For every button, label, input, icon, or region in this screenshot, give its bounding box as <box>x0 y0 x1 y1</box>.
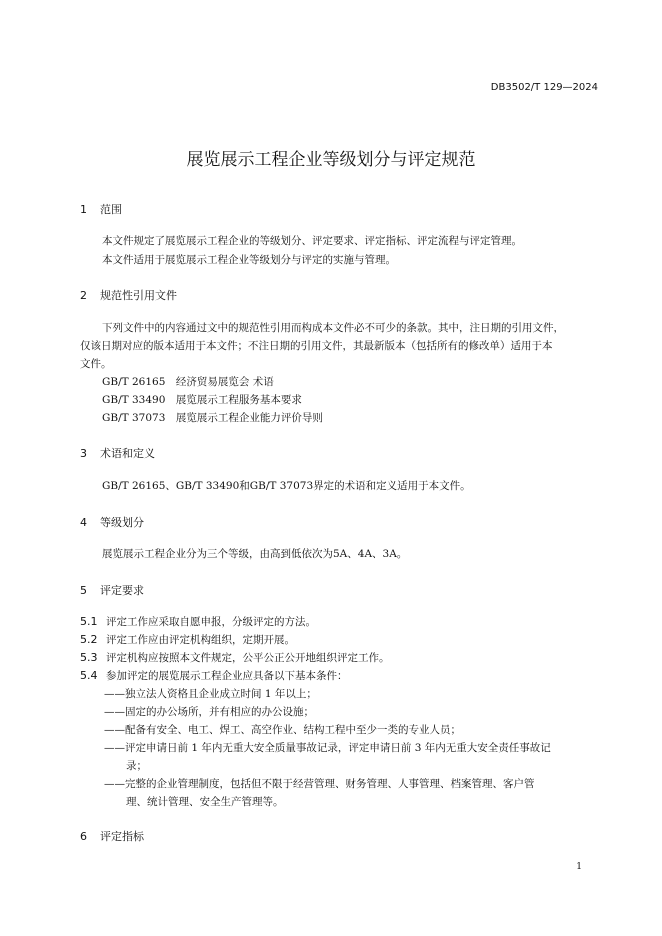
clause-5-1: 5.1 评定工作应采取自愿申报，分级评定的方法。 <box>80 615 316 628</box>
section-heading-grading: 4 等级划分 <box>80 516 144 529</box>
condition-item-continuation: 录； <box>126 760 147 772</box>
section-heading-requirements: 5 评定要求 <box>80 584 144 597</box>
clause-5-4: 5.4 参加评定的展览展示工程企业应具备以下基本条件： <box>80 669 348 682</box>
clause-5-3: 5.3 评定机构应按照本文件规定，公平公正公开地组织评定工作。 <box>80 651 390 664</box>
condition-item: ——完整的企业管理制度，包括但不限于经营管理、财务管理、人事管理、档案管理、客户管 <box>104 778 535 790</box>
condition-item: ——评定申请日前 1 年内无重大安全质量事故记录，评定申请日前 3 年内无重大安全责任事故记 <box>104 742 551 754</box>
section-heading-indicators: 6 评定指标 <box>80 830 144 843</box>
page-number: 1 <box>576 862 582 872</box>
paragraph: 展览展示工程企业分为三个等级，由高到低依次为5A、4A、3A。 <box>102 548 408 560</box>
reference-item: GB/T 37073 展览展示工程企业能力评价导则 <box>102 412 323 424</box>
paragraph: 下列文件中的内容通过文中的规范性引用而构成本文件必不可少的条款。其中，注日期的引用文件， <box>102 322 564 334</box>
document-number: DB3502/T 129—2024 <box>490 82 598 93</box>
section-heading-scope: 1 范围 <box>80 203 122 216</box>
condition-item: ——独立法人资格且企业成立时间 1 年以上； <box>104 688 317 700</box>
paragraph: 文件。 <box>80 358 112 370</box>
reference-item: GB/T 26165 经济贸易展览会 术语 <box>102 376 274 388</box>
condition-item: ——固定的办公场所，并有相应的办公设施； <box>104 706 314 718</box>
clause-5-2: 5.2 评定工作应由评定机构组织，定期开展。 <box>80 633 295 646</box>
paragraph: 仅该日期对应的版本适用于本文件；不注日期的引用文件，其最新版本（包括所有的修改单）适用于本 <box>80 340 553 352</box>
paragraph: 本文件规定了展览展示工程企业的等级划分、评定要求、评定指标、评定流程与评定管理。 <box>102 235 522 247</box>
paragraph: 本文件适用于展览展示工程企业等级划分与评定的实施与管理。 <box>102 254 396 266</box>
condition-item-continuation: 理、统计管理、安全生产管理等。 <box>126 796 284 808</box>
paragraph: GB/T 26165、GB/T 33490和GB/T 37073界定的术语和定义适用于本文件。 <box>102 480 471 492</box>
section-heading-normative-references: 2 规范性引用文件 <box>80 289 177 302</box>
page-title: 展览展示工程企业等级划分与评定规范 <box>186 150 476 170</box>
condition-item: ——配备有安全、电工、焊工、高空作业、结构工程中至少一类的专业人员； <box>104 724 461 736</box>
section-heading-terms: 3 术语和定义 <box>80 447 155 460</box>
reference-item: GB/T 33490 展览展示工程服务基本要求 <box>102 394 302 406</box>
